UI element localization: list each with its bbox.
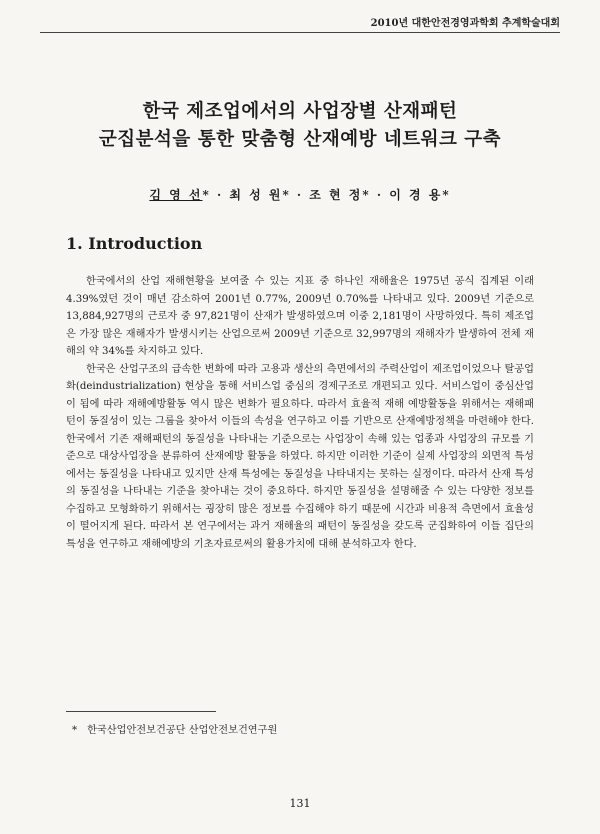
header-divider	[40, 32, 560, 33]
title-line-1: 한국 제조업에서의 사업장별 산재패턴	[142, 101, 458, 122]
footnote-mark: *	[72, 725, 78, 736]
paragraph-1: 한국에서의 산업 재해현황을 보여줄 수 있는 지표 중 하나인 재해율은 1975년 공식 집계된 이래 4.39%였던 것이 매년 감소하여 2001년 0.77%, 2009년 0.70%를 나타내고 있다. 2009년 기준으로 13,884,927명의 근로자 중 97,821명이 산재가 발생하였으며 이중 2,181명이 사망하였다. 특히 제조업은 가장 많은 재해자가 발생시키는 산업으로써 2009년 기준으로 32,997명의 재해자가 발생하여 전체 재해의 약 34%를 차지하고 있다.	[66, 276, 534, 357]
body-text	[66, 273, 534, 553]
title-line-2: 군집분석을 통한 맞춤형 산재예방 네트워크 구축	[98, 129, 502, 150]
section-heading: 1. Introduction	[66, 234, 203, 253]
author-rest: * · 최 성 원* · 조 현 정* · 이 경 용*	[202, 188, 451, 202]
page-number: 131	[289, 797, 311, 810]
paper-title	[40, 98, 560, 154]
footnote-divider	[66, 711, 216, 712]
footnote	[72, 721, 277, 736]
footnote-text: 한국산업안전보건공단 산업안전보건연구원	[87, 725, 278, 736]
running-header: 2010년 대한안전경영과학회 추계학술대회	[370, 18, 560, 29]
author-first: 김 영 선	[149, 188, 203, 202]
author-list	[40, 186, 560, 203]
paragraph-2: 한국은 산업구조의 급속한 변화에 따라 고용과 생산의 측면에서의 주력산업이 제조업이었으나 탈공업화(deindustrialization) 현상을 통해 서비스업 중심의 경제구조로 개편되고 있다. 서비스업이 중심산업이 됨에 따라 재해예방활동 역시 많은 변화가 필요하다. 따라서 효율적 재해 예방활동을 위해서는 재해패턴이 동질성이 있는 그룹을 찾아서 이들의 속성을 연구하고 이를 기반으로 산재예방정책을 마련해야 한다. 한국에서 기존 재해패턴의 동질성을 나타내는 기준으로는 사업장이 속해 있는 업종과 사업장의 규모를 기준으로 대상사업장을 분류하여 산재예방 활동을 하였다. 하지만 이러한 기준이 실제 사업장의 외면적 특성에서는 동질성을 나타내고 있지만 산재 특성에는 동질성을 나타내지는 못하는 실정이다. 따라서 산재 특성의 동질성을 나타내는 기준을 찾아내는 것이 중요하다. 하지만 동질성을 설명해줄 수 있는 다양한 정보를 수집하고 모형화하기 위해서는 굉장히 많은 정보를 수집해야 하기 때문에 시간과 비용적 측면에서 효율성이 떨어지게 된다. 따라서 본 연구에서는 과거 재해율의 패턴이 동질성을 갖도록 군집화하여 이들 집단의 특성을 연구하고 재해예방의 기초자료로써의 활용가치에 대해 분석하고자 한다.	[66, 363, 534, 550]
